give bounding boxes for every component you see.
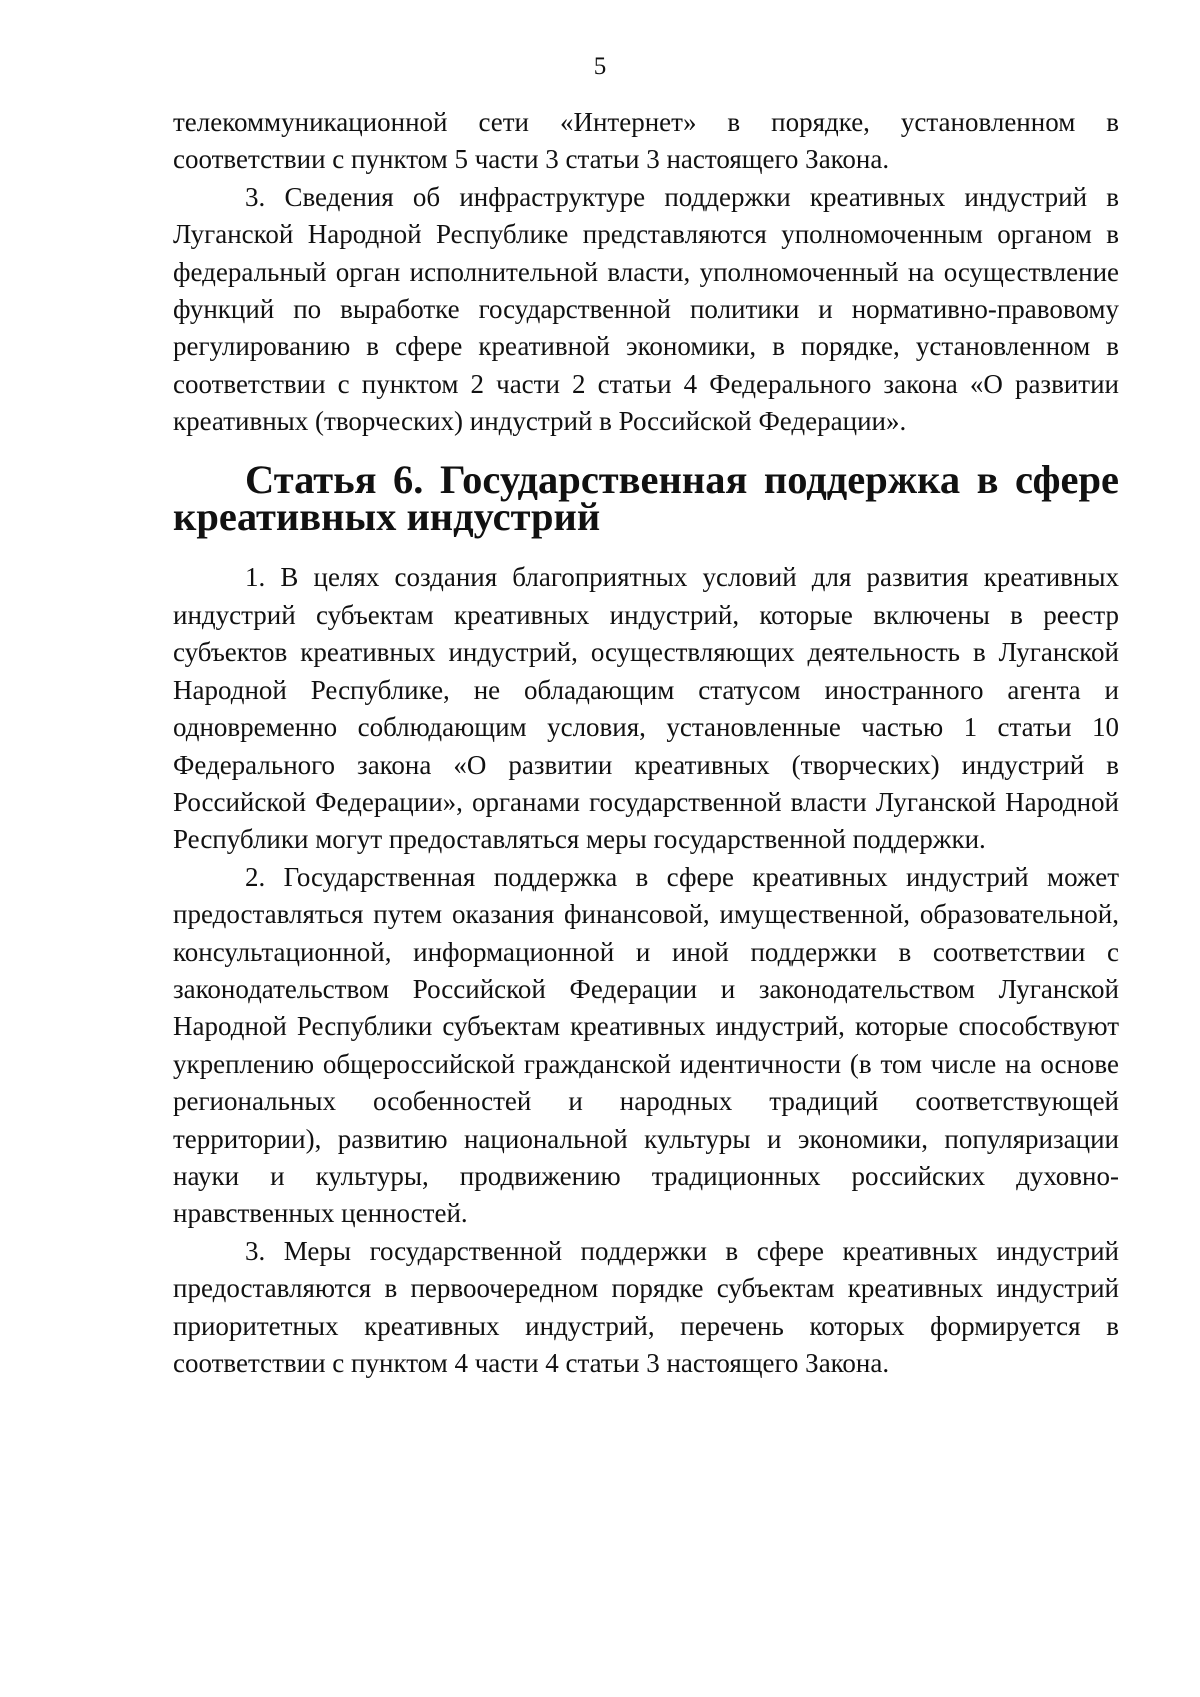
paragraph-6-3: 3. Меры государственной поддержки в сфере креативных индустрий предоставляются в первоочередном порядке субъектам креативных индустрий приоритетных креативных индустрий, перечень которых формируется в соответствии с пунктом 4 части 4 статьи 3 настоящего Закона. xyxy=(173,1235,1119,1378)
page-number: 5 xyxy=(593,53,607,80)
paragraph-continuation: телекоммуникационной сети «Интернет» в порядке, установленном в соответствии с пунктом 5 части 3 статьи 3 настоящего Закона. xyxy=(173,107,1119,175)
paragraph-6-1: 1. В целях создания благоприятных условий для развития креативных индустрий субъектам креативных индустрий, которые включены в реестр субъектов креативных индустрий, осуществляющих деятельность в Луганской Народной Республике, не обладающим статусом иностранного агента и одновременно соблюдающим условия, установленные частью 1 статьи 10 Федерального закона «О развитии креативных (творческих) индустрий в Российской Федерации», органами государственной власти Луганской Народной Республики могут предоставляться меры государственной поддержки. xyxy=(173,562,1119,855)
paragraph-5-3: 3. Сведения об инфраструктуре поддержки креативных индустрий в Луганской Народной Республике представляются уполномоченным органом в федеральный орган исполнительной власти, уполномоченный на осуществление функций по выработке государственной политики и нормативно-правовому регулированию в сфере креативной экономики, в порядке, установленном в соответствии с пунктом 2 части 2 статьи 4 Федерального закона «О развитии креативных (творческих) индустрий в Российской Федерации». xyxy=(173,181,1119,437)
article-6-heading: Статья 6. Государственная поддержка в сфере креативных индустрий xyxy=(173,456,1119,540)
paragraph-6-2: 2. Государственная поддержка в сфере креативных индустрий может предоставляться путем оказания финансовой, имущественной, образовательной, консультационной, информационной и иной поддержки в соответствии с законодательством Российской Федерации и законодательством Луганской Народной Республики субъектам креативных индустрий, которые способствуют укреплению общероссийской гражданской идентичности (в том числе на основе региональных особенностей и народных традиций соответствующей территории), развитию национальной культуры и экономики, популяризации науки и культуры, продвижению традиционных российских духовно-нравственных ценностей. xyxy=(173,861,1119,1229)
document-body xyxy=(173,104,1119,1382)
